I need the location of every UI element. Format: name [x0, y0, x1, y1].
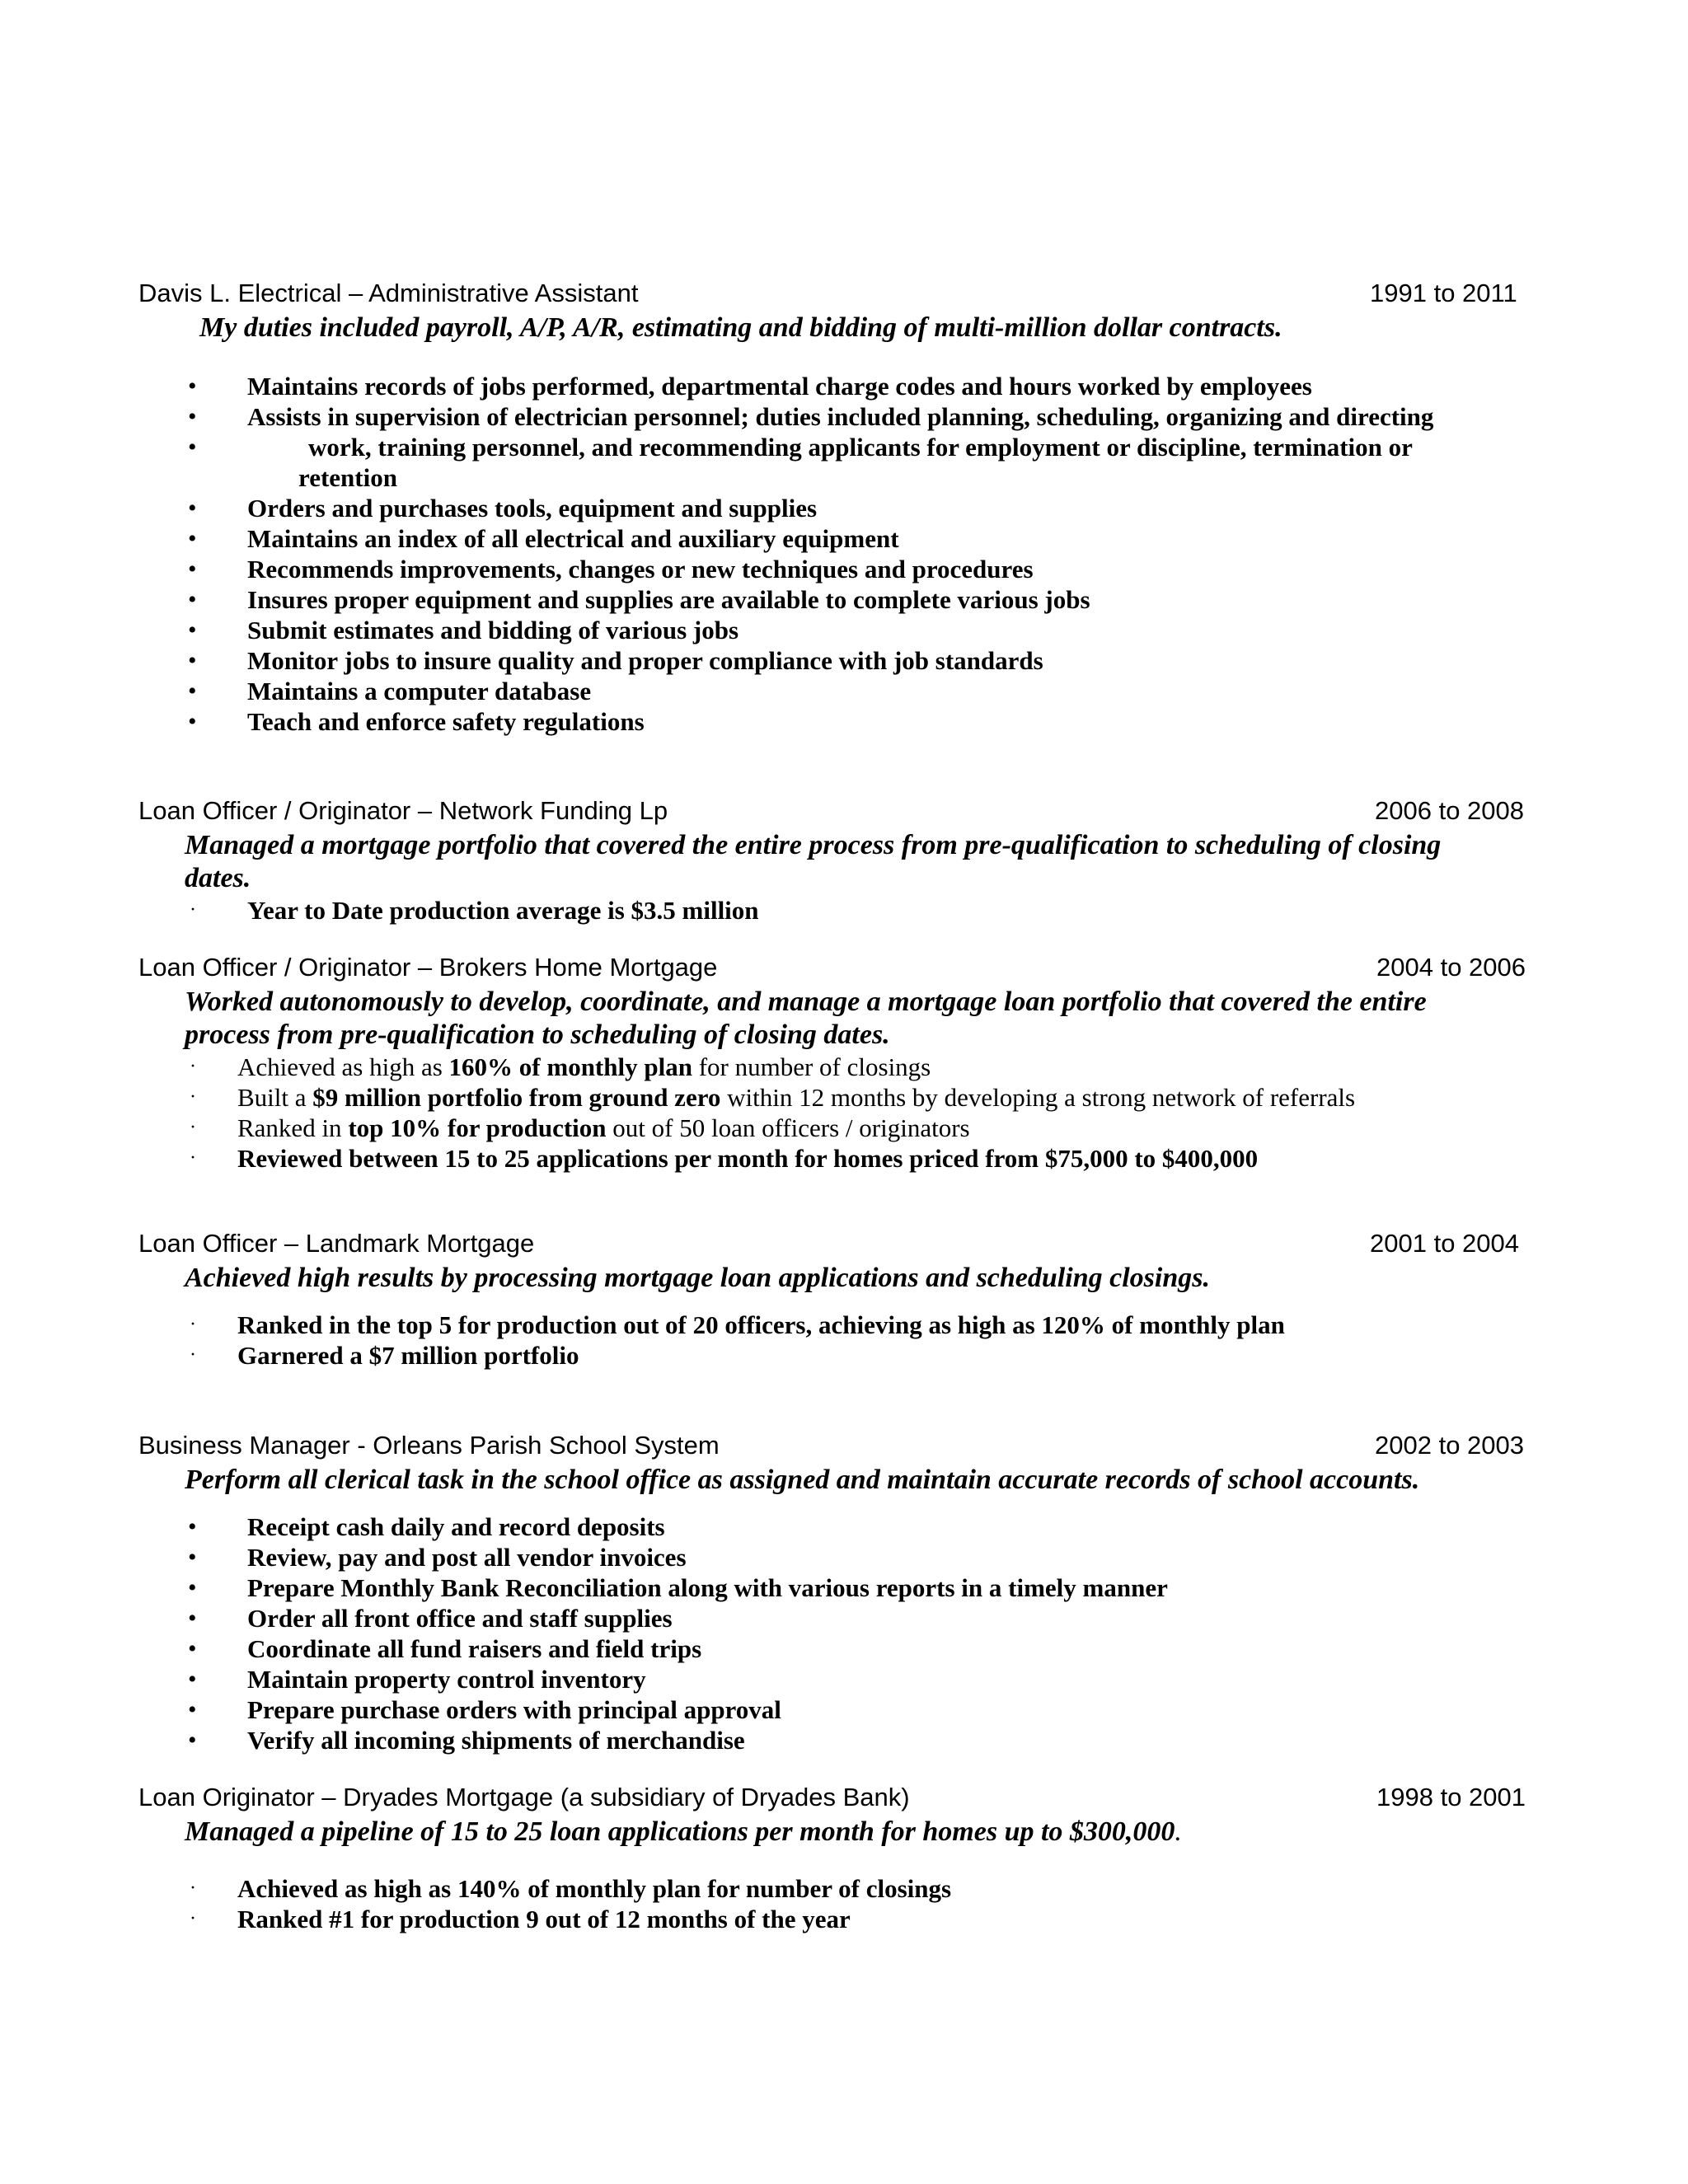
list-item: · Ranked in the top 5 for production out of 20 officers, achieving as high as 120% of monthly plan	[190, 1310, 1285, 1339]
job-header	[138, 793, 1540, 829]
list-item: • Coordinate all fund raisers and field trips	[188, 1634, 702, 1663]
job-years: 2001 to 2004	[1370, 1229, 1520, 1258]
bullet-icon: ·	[190, 1056, 196, 1077]
list-item: • Verify all incoming shipments of merchandise	[188, 1726, 745, 1755]
bullet-icon: •	[188, 616, 197, 644]
bullet-icon: •	[188, 1544, 197, 1571]
bullet-icon: •	[188, 1574, 197, 1601]
list-item: • Maintain property control inventory	[188, 1665, 646, 1694]
job-summary: Perform all clerical task in the school office as assigned and maintain accurate records of school accounts.	[185, 1465, 1420, 1495]
job-dryades-mortgage	[138, 1779, 1540, 1934]
duty-list	[138, 895, 1540, 926]
job-landmark-mortgage	[138, 1226, 1540, 1371]
duty-list	[138, 1052, 1540, 1174]
bullet-icon: •	[188, 647, 197, 674]
bullet-icon: •	[188, 434, 197, 461]
bullet-icon: •	[188, 373, 197, 400]
bullet-icon: ·	[190, 1086, 196, 1108]
list-item: • work, training personnel, and recommending applicants for employment or discipline, termination or	[188, 433, 1413, 462]
job-years: 2002 to 2003	[1375, 1431, 1525, 1460]
job-title: Loan Officer – Landmark Mortgage	[138, 1229, 535, 1258]
list-item: • Recommends improvements, changes or new techniques and procedures	[188, 555, 1034, 583]
list-item: • Maintains a computer database	[188, 677, 592, 705]
bullet-icon: ·	[190, 1908, 196, 1929]
list-item: • Prepare purchase orders with principal approval	[188, 1695, 781, 1724]
list-item: • Maintains records of jobs performed, departmental charge codes and hours worked by employees	[188, 372, 1312, 401]
list-item: • Assists in supervision of electrician personnel; duties included planning, scheduling, organizing and directing	[188, 402, 1434, 431]
job-years: 1998 to 2001	[1376, 1783, 1526, 1811]
list-item: · Garnered a $7 million portfolio	[190, 1341, 579, 1370]
job-davis-electrical	[138, 275, 1540, 737]
list-item: • Order all front office and staff supplies	[188, 1604, 673, 1633]
bullet-icon: ·	[190, 1147, 196, 1169]
job-header	[138, 1427, 1540, 1464]
job-title: Loan Originator – Dryades Mortgage (a subsidiary of Dryades Bank)	[138, 1783, 910, 1811]
bullet-icon: •	[188, 555, 197, 583]
bullet-icon: •	[188, 494, 197, 522]
bullet-icon: •	[188, 677, 197, 705]
list-item: · Ranked #1 for production 9 out of 12 months of the year	[190, 1905, 851, 1933]
job-summary: Worked autonomously to develop, coordinate, and manage a mortgage loan portfolio that covered the entire process from pre-qualification to scheduling of closing dates.	[185, 987, 1427, 1050]
job-title: Loan Officer / Originator – Brokers Home Mortgage	[138, 953, 718, 982]
job-years: 2004 to 2006	[1376, 953, 1526, 982]
list-item: • Monitor jobs to insure quality and proper compliance with job standards	[188, 646, 1043, 675]
list-item: • Insures proper equipment and supplies are available to complete various jobs	[188, 585, 1090, 614]
bullet-icon: •	[188, 1513, 197, 1540]
bullet-icon: ·	[190, 1877, 196, 1899]
list-item: · Achieved as high as 140% of monthly plan for number of closings	[190, 1874, 952, 1903]
job-summary: Achieved high results by processing mortgage loan applications and scheduling closings.	[185, 1263, 1210, 1293]
bullet-icon: •	[188, 1635, 197, 1662]
bullet-icon: ·	[190, 1314, 196, 1335]
bullet-icon: •	[188, 1696, 197, 1723]
bullet-icon: •	[188, 403, 197, 430]
job-title: Davis L. Electrical – Administrative Assistant	[138, 279, 639, 307]
duty-list	[138, 1873, 1540, 1934]
job-header	[138, 949, 1540, 986]
list-item: • Prepare Monthly Bank Reconciliation along with various reports in a timely manner	[188, 1573, 1168, 1602]
job-summary: Managed a mortgage portfolio that covered the entire process from pre-qualification to scheduling of closing dates.	[185, 830, 1442, 893]
bullet-icon: •	[188, 525, 197, 552]
list-item: • Maintains an index of all electrical and auxiliary equipment	[188, 524, 899, 553]
job-summary: My duties included payroll, A/P, A/R, estimating and bidding of multi-million dollar contracts.	[199, 312, 1282, 343]
list-item: · Achieved as high as 160% of monthly plan for number of closings	[190, 1052, 931, 1081]
job-header	[138, 1226, 1540, 1262]
job-title: Loan Officer / Originator – Network Funding Lp	[138, 796, 668, 825]
bullet-icon: ·	[190, 899, 196, 921]
bullet-icon: •	[188, 708, 197, 735]
bullet-icon: •	[188, 586, 197, 613]
list-item: • Teach and enforce safety regulations	[188, 707, 645, 736]
job-summary: Managed a pipeline of 15 to 25 loan applications per month for homes up to $300,000.	[185, 1816, 1182, 1847]
list-item: · Ranked in top 10% for production out of 50 loan officers / originators	[190, 1113, 970, 1142]
job-header	[138, 1779, 1540, 1816]
list-item: · Built a $9 million portfolio from ground zero within 12 months by developing a strong network of referrals	[190, 1083, 1356, 1112]
job-network-funding	[138, 793, 1540, 926]
job-brokers-home-mortgage	[138, 949, 1540, 1174]
list-item: retention	[298, 463, 397, 492]
list-item: • Review, pay and post all vendor invoices	[188, 1543, 687, 1572]
job-years: 2006 to 2008	[1375, 796, 1525, 825]
bullet-icon: ·	[190, 1344, 196, 1366]
list-item: • Receipt cash daily and record deposits	[188, 1512, 665, 1541]
bullet-icon: ·	[190, 1117, 196, 1138]
job-orleans-parish-school	[138, 1427, 1540, 1755]
job-title: Business Manager - Orleans Parish School System	[138, 1431, 720, 1460]
job-years: 1991 to 2011	[1370, 279, 1517, 307]
bullet-icon: •	[188, 1666, 197, 1693]
bullet-icon: •	[188, 1727, 197, 1754]
list-item: • Orders and purchases tools, equipment and supplies	[188, 494, 818, 523]
duty-list	[138, 1511, 1540, 1755]
list-item: · Reviewed between 15 to 25 applications per month for homes priced from $75,000 to $400,000	[190, 1144, 1259, 1173]
list-item: • Submit estimates and bidding of various jobs	[188, 616, 739, 644]
duty-list	[138, 371, 1540, 737]
list-item: · Year to Date production average is $3.5 million	[190, 896, 759, 925]
bullet-icon: •	[188, 1605, 197, 1632]
job-header	[138, 275, 1540, 312]
duty-list	[138, 1310, 1540, 1371]
